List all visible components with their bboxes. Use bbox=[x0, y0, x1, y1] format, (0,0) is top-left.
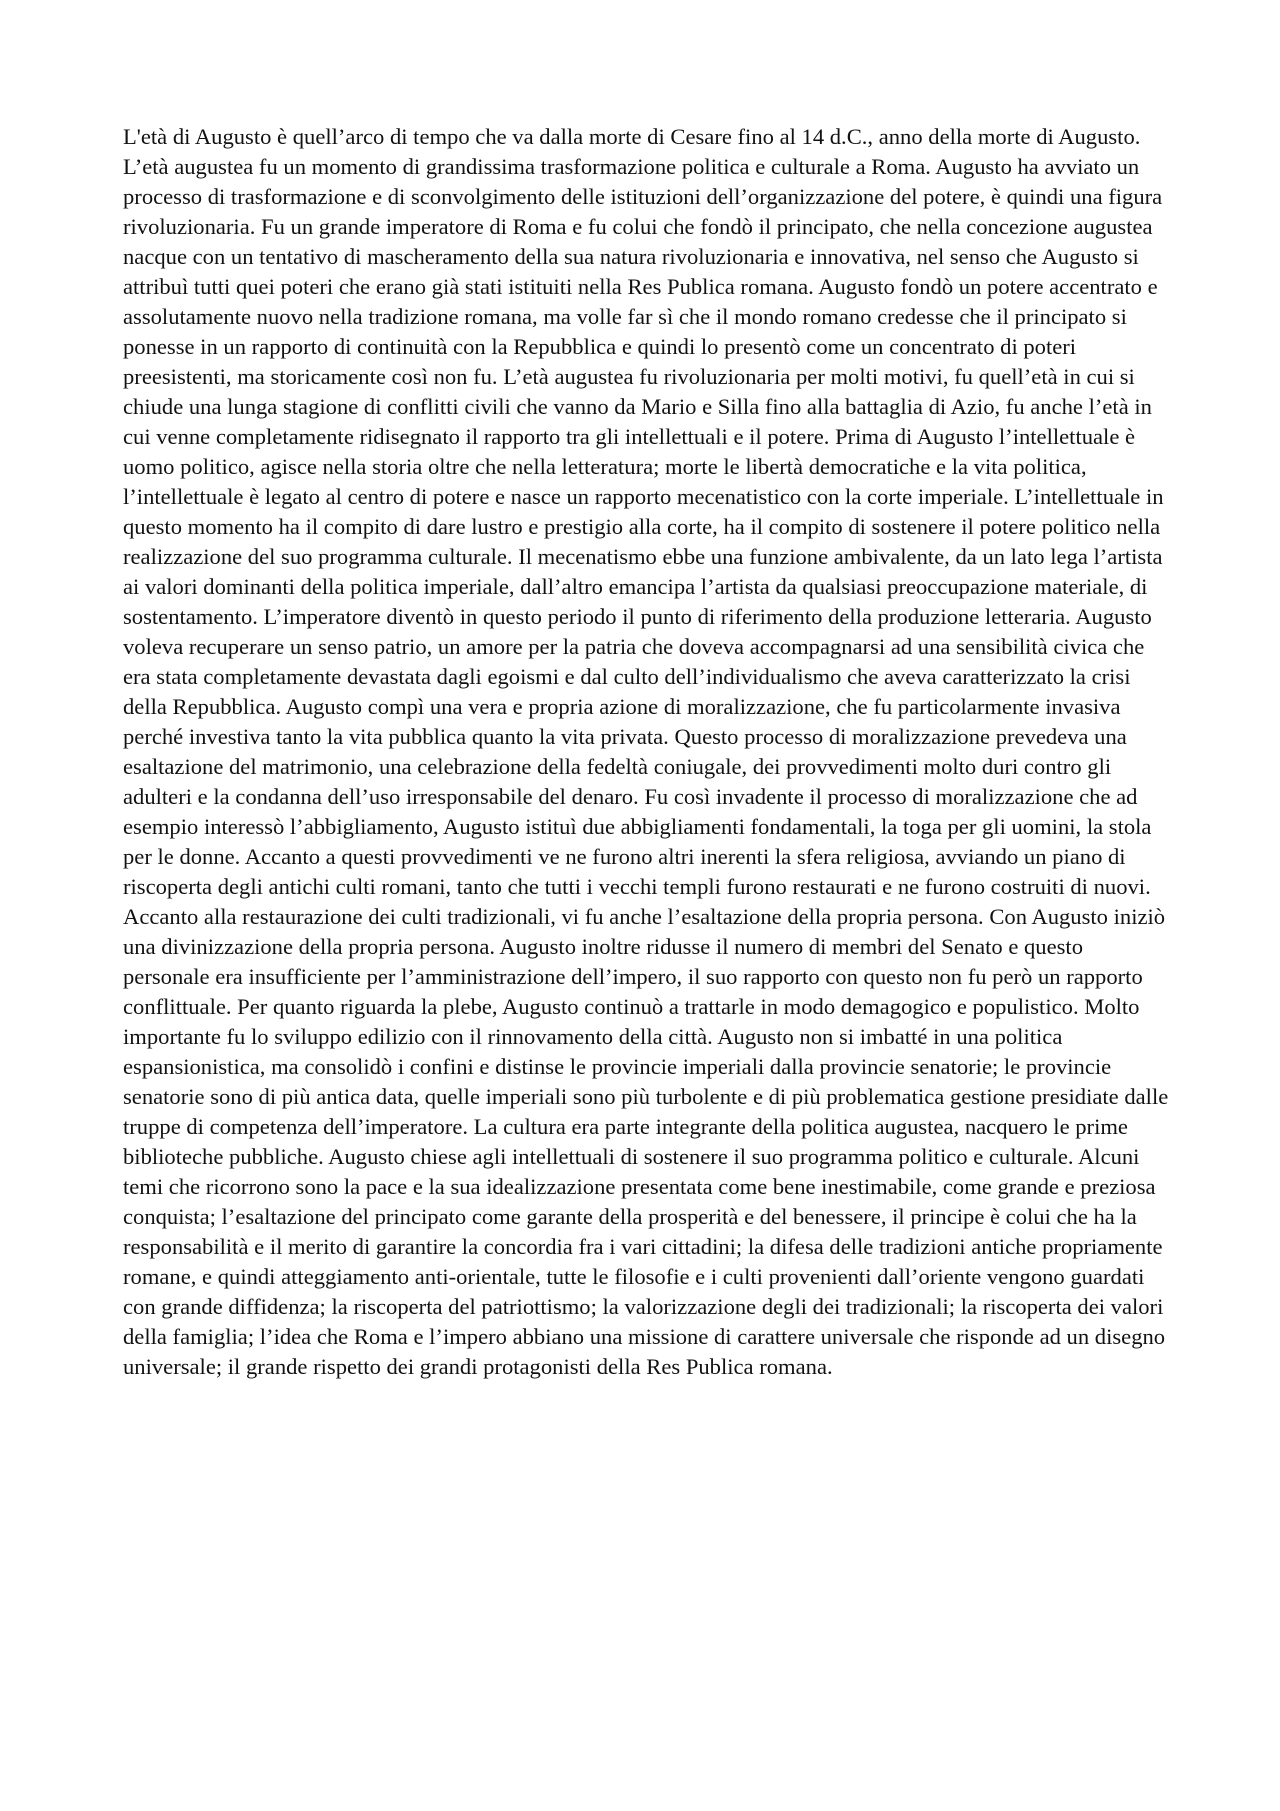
body-paragraph: L'età di Augusto è quell’arco di tempo che va dalla morte di Cesare fino al 14 d.C., anno della morte di Augusto. L’età augustea fu un momento di grandissima trasformazione politica e culturale a Roma. Augusto ha avviato un processo di trasformazione e di sconvolgimento delle istituzioni dell’organizzazione del potere, è quindi una figura rivoluzionaria. Fu un grande imperatore di Roma e fu colui che fondò il principato, che nella concezione augustea nacque con un tentativo di mascheramento della sua natura rivoluzionaria e innovativa, nel senso che Augusto si attribuì tutti quei poteri che erano già stati istituiti nella Res Publica romana. Augusto fondò un potere accentrato e assolutamente nuovo nella tradizione romana, ma volle far sì che il mondo romano credesse che il principato si ponesse in un rapporto di continuità con la Repubblica e quindi lo presentò come un concentrato di poteri preesistenti, ma storicamente così non fu. L’età augustea fu rivoluzionaria per molti motivi, fu quell’età in cui si chiude una lunga stagione di conflitti civili che vanno da Mario e Silla fino alla battaglia di Azio, fu anche l’età in cui venne completamente ridisegnato il rapporto tra gli intellettuali e il potere. Prima di Augusto l’intellettuale è uomo politico, agisce nella storia oltre che nella letteratura; morte le libertà democratiche e la vita politica, l’intellettuale è legato al centro di potere e nasce un rapporto mecenatistico con la corte imperiale. L’intellettuale in questo momento ha il compito di dare lustro e prestigio alla corte, ha il compito di sostenere il potere politico nella realizzazione del suo programma culturale. Il mecenatismo ebbe una funzione ambivalente, da un lato lega l’artista ai valori dominanti della politica imperiale, dall’altro emancipa l’artista da qualsiasi preoccupazione materiale, di sostentamento. L’imperatore diventò in questo periodo il punto di riferimento della produzione letteraria. Augusto voleva recuperare un senso patrio, un amore per la patria che doveva accompagnarsi ad una sensibilità civica che era stata completamente devastata dagli egoismi e dal culto dell’individualismo che aveva caratterizzato la crisi della Repubblica. Augusto compì una vera e propria azione di moralizzazione, che fu particolarmente invasiva perché investiva tanto la vita pubblica quanto la vita privata. Questo processo di moralizzazione prevedeva una esaltazione del matrimonio, una celebrazione della fedeltà coniugale, dei provvedimenti molto duri contro gli adulteri e la condanna dell’uso irresponsabile del denaro. Fu così invadente il processo di moralizzazione che ad esempio interessò l’abbigliamento, Augusto istituì due abbigliamenti fondamentali, la toga per gli uomini, la stola per le donne. Accanto a questi provvedimenti ve ne furono altri inerenti la sfera religiosa, avviando un piano di riscoperta degli antichi culti romani, tanto che tutti i vecchi templi furono restaurati e ne furono costruiti di nuovi. Accanto alla restaurazione dei culti tradizionali, vi fu anche l’esaltazione della propria persona. Con Augusto iniziò una divinizzazione della propria persona. Augusto inoltre ridusse il numero di membri del Senato e questo personale era insufficiente per l’amministrazione dell’impero, il suo rapporto con questo non fu però un rapporto conflittuale. Per quanto riguarda la plebe, Augusto continuò a trattarle in modo demagogico e populistico. Molto importante fu lo sviluppo edilizio con il rinnovamento della città. Augusto non si imbatté in una politica espansionistica, ma consolidò i confini e distinse le provincie imperiali dalla provincie senatorie; le provincie senatorie sono di più antica data, quelle imperiali sono più turbolente e di più problematica gestione presidiate dalle truppe di competenza dell’imperatore. La cultura era parte integrante della politica augustea, nacquero le prime biblioteche pubbliche. Augusto chiese agli intellettuali di sostenere il suo programma politico e culturale. Alcuni temi che ricorrono sono la pace e la sua idealizzazione presentata come bene inestimabile, come grande e preziosa conquista; l’esaltazione del principato come garante della prosperità e del benessere, il principe è colui che ha la responsabilità e il merito di garantire la concordia fra i vari cittadini; la difesa delle tradizioni antiche propriamente romane, e quindi atteggiamento anti-orientale, tutte le filosofie e i culti provenienti dall’oriente vengono guardati con grande diffidenza; la riscoperta del patriottismo; la valorizzazione degli dei tradizionali; la riscoperta dei valori della famiglia; l’idea che Roma e l’impero abbiano una missione di carattere universale che risponde ad un disegno universale; il grande rispetto dei grandi protagonisti della Res Publica romana. bbox=[123, 124, 1169, 1379]
